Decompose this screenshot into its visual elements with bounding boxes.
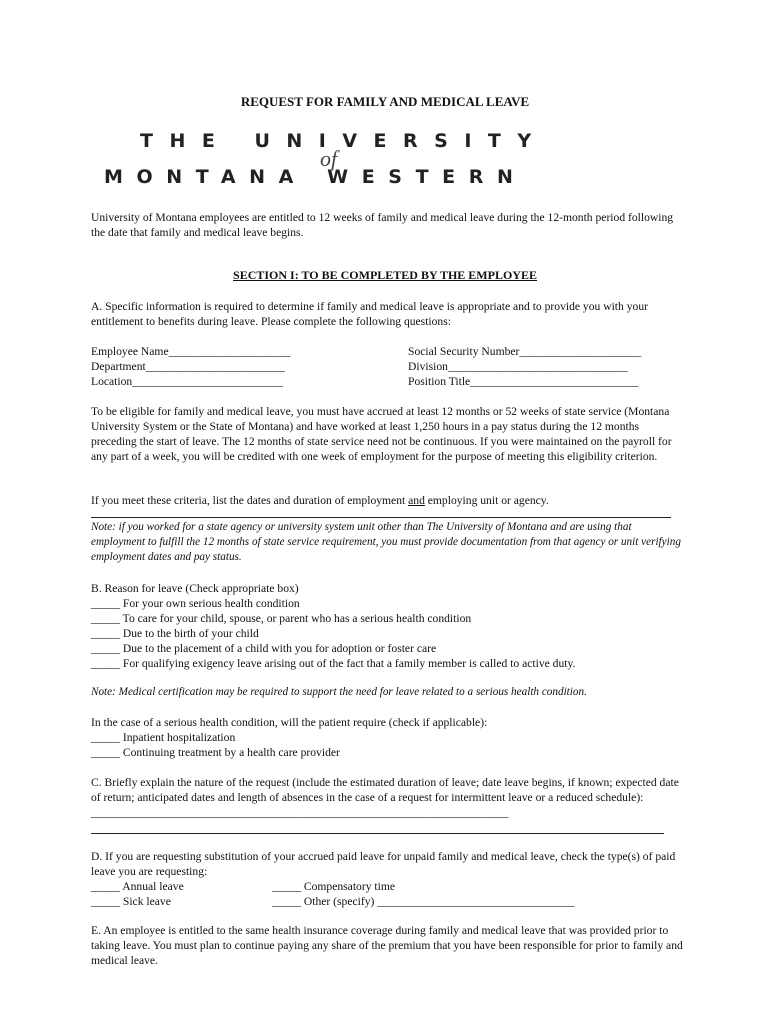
logo-of: of [320, 146, 338, 171]
employee-name-field[interactable]: Employee Name_____________________ [91, 345, 291, 358]
part-c-paragraph: C. Briefly explain the nature of the request (include the estimated duration of leave; date leave begins, if known; expected date of return; anticipated dates and length of absences in the case of a request for intermittent leave or a reduced schedule): ________________________________________________________________________ [91, 776, 679, 819]
serious-condition-heading: In the case of a serious health condition, will the patient require (check if applicable): [91, 716, 488, 729]
employment-answer-line[interactable] [91, 517, 671, 518]
eligibility-paragraph: To be eligible for family and medical leave, you must have accrued at least 12 months or 52 weeks of state service (Montana University System or the State of Montana) and have worked at least 1,250 hours in a pay status during the 12 months preceding the start of leave. The 12 months of state service need not be continuous. If you were maintained on the payroll for any part of a week, you will be credited with one week of employment for the purpose of meeting this eligibility criterion. [91, 405, 672, 463]
part-e-paragraph: E. An employee is entitled to the same health insurance coverage during family and medical leave that was provided prior to taking leave. You must plan to continue paying any share of the premium that you have been responsible for prior to family and medical leave. [91, 924, 683, 967]
ssn-field[interactable]: Social Security Number_____________________ [408, 345, 642, 358]
medical-certification-note: Note: Medical certification may be required to support the need for leave related to a serious health condition. [91, 686, 587, 698]
location-field[interactable]: Location__________________________ [91, 375, 283, 388]
reason-adoption[interactable]: _____ Due to the placement of a child with you for adoption or foster care [91, 642, 437, 655]
reason-own-health[interactable]: _____ For your own serious health condition [91, 597, 300, 610]
sick-leave-option[interactable]: _____ Sick leave [91, 895, 171, 908]
page-title: REQUEST FOR FAMILY AND MEDICAL LEAVE [240, 94, 530, 109]
part-a-intro: A. Specific information is required to determine if family and medical leave is appropriate and to provide you with your entitlement to benefits during leave. Please complete the following questions: [91, 300, 648, 328]
criteria-and: and [408, 494, 425, 507]
part-d-paragraph: D. If you are requesting substitution of your accrued paid leave for unpaid family and medical leave, check the type(s) of paid leave you are requesting: [91, 850, 676, 878]
reason-care-family[interactable]: _____ To care for your child, spouse, or parent who has a serious health condition [91, 612, 472, 625]
other-leave-option[interactable]: _____ Other (specify) __________________________________ [272, 895, 575, 908]
intro-paragraph: University of Montana employees are entitled to 12 weeks of family and medical leave during the 12-month period following the date that family and medical leave begins. [91, 211, 674, 239]
criteria-line [91, 493, 549, 508]
logo-line-1: THE UNIVERSITY [140, 130, 548, 152]
inpatient-option[interactable]: _____ Inpatient hospitalization [91, 731, 236, 744]
reason-birth[interactable]: _____ Due to the birth of your child [91, 627, 259, 640]
continuing-treatment-option[interactable]: _____ Continuing treatment by a health care provider [91, 746, 340, 759]
university-logo [100, 128, 570, 190]
criteria-text-before: If you meet these criteria, list the dates and duration of employment [91, 494, 409, 507]
logo-line-2: MONTANA WESTERN [104, 166, 527, 188]
annual-leave-option[interactable]: _____ Annual leave [91, 880, 184, 893]
criteria-text-after: employing unit or agency. [424, 494, 549, 507]
section-1-heading: SECTION I: TO BE COMPLETED BY THE EMPLOYEE [233, 268, 537, 282]
reason-exigency[interactable]: _____ For qualifying exigency leave arising out of the fact that a family member is called to active duty. [91, 657, 576, 670]
comp-time-option[interactable]: _____ Compensatory time [272, 880, 396, 893]
part-c-answer-line[interactable] [91, 833, 664, 834]
division-field[interactable]: Division_______________________________ [408, 360, 628, 373]
department-field[interactable]: Department________________________ [91, 360, 285, 373]
position-title-field[interactable]: Position Title_____________________________ [408, 375, 639, 388]
part-b-heading: B. Reason for leave (Check appropriate box) [91, 582, 299, 595]
state-service-note: Note: if you worked for a state agency or university system unit other than The University of Montana and are using that employment to fulfill the 12 months of state service requirement, you must provide documentation from that agency or unit verifying employment dates and pay status. [91, 521, 681, 563]
